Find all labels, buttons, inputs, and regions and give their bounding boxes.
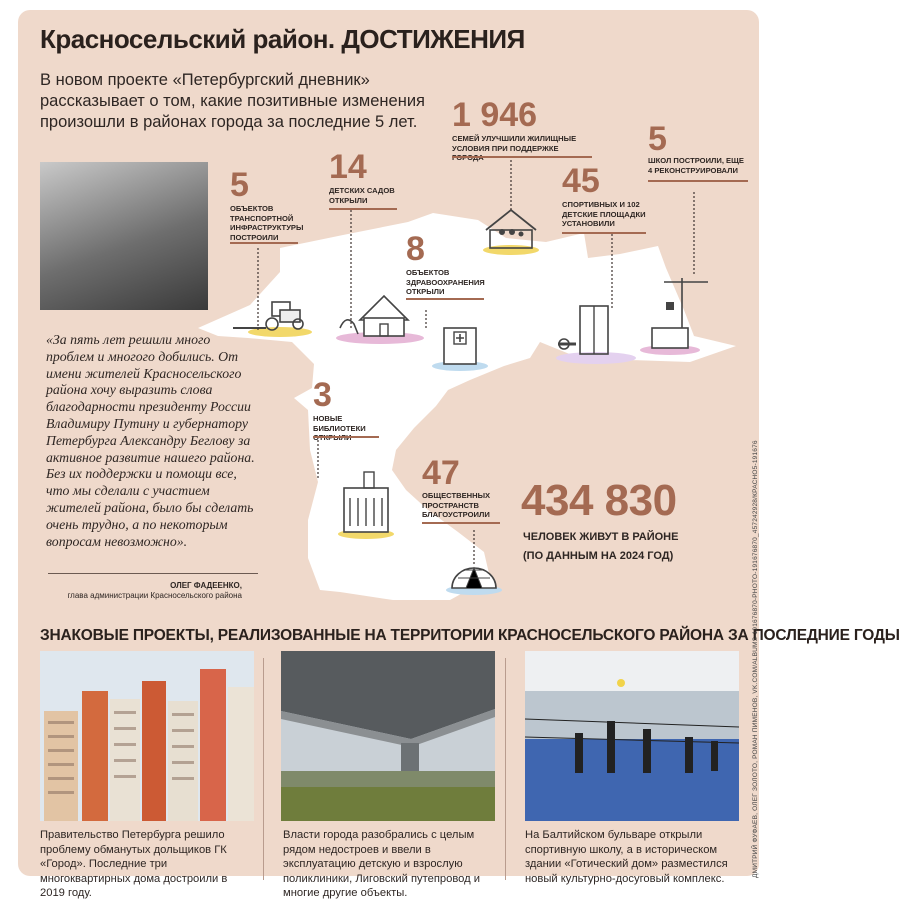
- divider-1: [263, 658, 264, 880]
- author-portrait: [40, 162, 208, 310]
- stat-label-libraries: НОВЫЕ БИБЛИОТЕКИ: [313, 414, 366, 433]
- photo-sports-hall: [525, 651, 739, 821]
- stat-label-transport: ОБЪЕКТОВ ТРАНСПОРТНОЙ ИНФРАСТРУКТУРЫ ПОСТРОИЛИ: [230, 204, 304, 242]
- stat-value-spaces: 47: [422, 454, 460, 492]
- quote-author: [67, 581, 242, 601]
- stat-label-spaces: ОБЩЕСТВЕННЫХ ПРОСТРАНСТВ БЛАГОУСТРОИЛИ: [422, 491, 491, 519]
- infographic-card: [18, 10, 900, 899]
- stat-value-families: 1 946: [452, 96, 538, 134]
- stat-bar-sports: [562, 232, 646, 234]
- stat-label-families: СЕМЕЙ УЛУЧШИЛИ ЖИЛИЩНЫЕ УСЛОВИЯ ПРИ ПОДДЕРЖКЕ: [452, 134, 577, 153]
- stat-bar-kindergartens: [329, 208, 397, 210]
- stat-bar-spaces: [422, 522, 500, 524]
- photo-overpass: [281, 651, 495, 821]
- project-caption-2: Власти города разобрались с целым рядом недостроев и ввели в эксплуатацию детскую и взрослую поликлиники, Лиговский путепровод и многие другие объекты.: [283, 829, 481, 899]
- author-name: ОЛЕГ ФАДЕЕНКО,: [170, 581, 242, 590]
- page-title: Красносельский район. ДОСТИЖЕНИЯ: [40, 24, 525, 54]
- stat-label-kindergartens: ДЕТСКИХ САДОВ ОТКРЫЛИ: [329, 186, 395, 205]
- divider-2: [505, 658, 506, 880]
- stat-bar-schools: [648, 180, 748, 182]
- stat-bar-families: [452, 156, 592, 158]
- stat-value-health: 8: [406, 230, 425, 268]
- population-caption: ЧЕЛОВЕК ЖИВУТ В РАЙОНЕ: [523, 531, 679, 543]
- stat-bar-transport: [230, 242, 298, 244]
- stat-bar-health: [406, 298, 484, 300]
- population-note: (ПО ДАННЫМ НА 2024 ГОД): [523, 550, 674, 562]
- photo-credits: ДМИТРИЙ ФУФАЕВ, ОЛЕГ ЗОЛОТО, РОМАН ПИМЕНОВ, VK.COM/ALBUMS-191676870-PHOTO-191676870_457242928/КРАСНО5-191676: [752, 440, 759, 878]
- author-role: глава администрации Красносельского района: [67, 591, 242, 600]
- stat-value-kindergartens: 14: [329, 148, 367, 186]
- stat-value-schools: 5: [648, 120, 667, 158]
- stat-value-libraries: 3: [313, 376, 332, 414]
- stat-label-health: ОБЪЕКТОВ ЗДРАВООХРАНЕНИЯ ОТКРЫЛИ: [406, 268, 485, 296]
- quote-text: «За пять лет решили много проблем и многого добились. От имени жителей Красносельского района хочу выразить слова благодарности президенту России Владимиру Путину и губернатору Петербурга Александру Беглову за активное развитие нашего района. Без их поддержки и помощи все, что мы сделали с участием жителей района, было бы сделать очень трудно, а по некоторым вопросам невозможно».: [46, 332, 255, 549]
- photo-residential-towers: [40, 651, 254, 821]
- projects-heading: ЗНАКОВЫЕ ПРОЕКТЫ, РЕАЛИЗОВАННЫЕ НА ТЕРРИТОРИИ КРАСНОСЕЛЬСКОГО РАЙОНА ЗА ПОСЛЕДНИЕ ГОДЫ: [40, 627, 900, 644]
- project-caption-3: На Балтийском бульваре открыли спортивную школу, а в историческом здании «Готический дом» разместился новый культурно-досуговый комплекс.: [525, 829, 728, 885]
- stat-label-sports: СПОРТИВНЫХ И 102 ДЕТСКИЕ ПЛОЩАДКИ УСТАНОВИЛИ: [562, 200, 646, 228]
- stat-value-sports: 45: [562, 162, 600, 200]
- intro-text: В новом проекте «Петербургский дневник» рассказывает о том, какие позитивные изменения произошли в районах города за последние 5 лет.: [40, 71, 425, 131]
- quote-divider: [48, 573, 258, 574]
- stat-label-schools: ШКОЛ ПОСТРОИЛИ, ЕЩЕ 4 РЕКОНСТРУИРОВАЛИ: [648, 156, 744, 175]
- stat-value-transport: 5: [230, 166, 249, 204]
- stat-bar-libraries: [313, 436, 379, 438]
- population-value: 434 830: [521, 476, 677, 525]
- project-caption-1: Правительство Петербурга решило проблему обманутых дольщиков ГК «Город». Последние три многоквартирных дома достроили в 2019 году.: [40, 829, 228, 899]
